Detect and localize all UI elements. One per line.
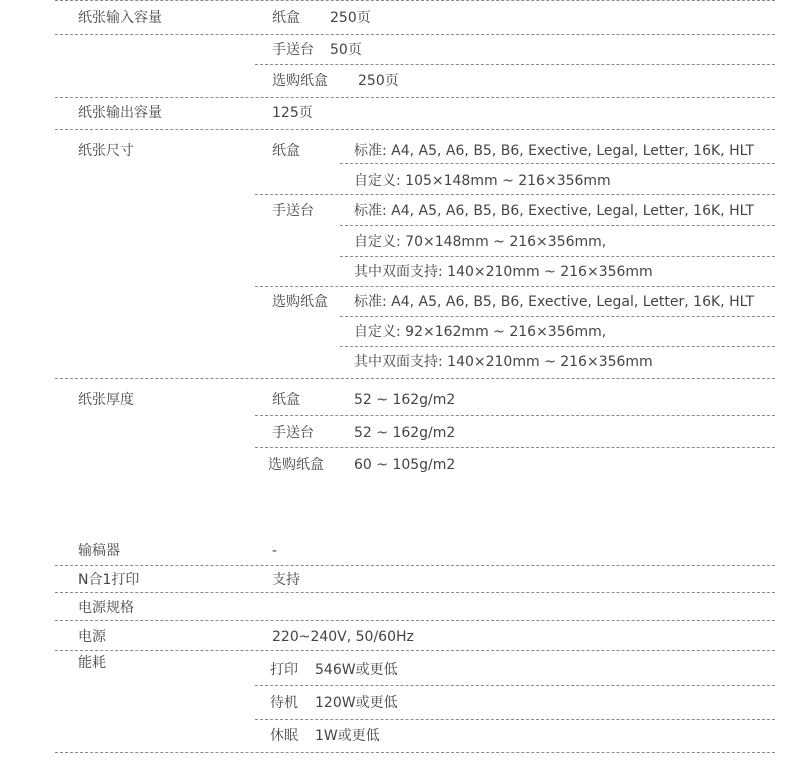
power-supply-label: 电源 [78, 629, 106, 645]
n-up-value: 支持 [272, 572, 300, 588]
paper-input-value: 250页 [330, 10, 371, 26]
paper-size-line: 标准: A4, A5, A6, B5, B6, Exective, Legal, Letter, 16K, HLT [354, 143, 755, 159]
divider [255, 719, 775, 720]
paper-thickness-source: 纸盒 [272, 392, 300, 408]
power-supply-value: 220~240V, 50/60Hz [272, 629, 414, 645]
divider [55, 620, 775, 621]
paper-output-label: 纸张输出容量 [78, 105, 162, 121]
divider [255, 194, 775, 195]
n-up-label: N合1打印 [78, 572, 140, 588]
paper-thickness-label: 纸张厚度 [78, 392, 134, 408]
paper-size-source: 纸盒 [272, 143, 300, 159]
divider [55, 650, 775, 651]
power-mode: 待机 [270, 695, 298, 711]
paper-size-source: 手送台 [272, 203, 314, 219]
paper-size-line: 自定义: 70×148mm ~ 216×356mm, [354, 234, 607, 250]
divider [55, 752, 775, 753]
document-feeder-value: - [272, 543, 278, 559]
divider [55, 592, 775, 593]
divider [340, 256, 775, 257]
document-feeder-label: 输稿器 [78, 543, 120, 559]
paper-size-source: 选购纸盒 [272, 294, 328, 310]
paper-input-source: 手送台 [272, 42, 314, 58]
paper-input-label: 纸张输入容量 [78, 10, 162, 26]
paper-input-source: 纸盒 [272, 10, 300, 26]
divider [55, 378, 775, 379]
paper-size-label: 纸张尺寸 [78, 143, 134, 159]
paper-thickness-value: 52 ~ 162g/m2 [354, 392, 456, 408]
power-value: 546W或更低 [315, 662, 398, 678]
power-value: 120W或更低 [315, 695, 398, 711]
power-spec-label: 电源规格 [78, 600, 134, 616]
paper-input-value: 50页 [330, 42, 362, 58]
divider [55, 565, 775, 566]
divider [55, 129, 775, 130]
divider [55, 34, 775, 35]
power-mode: 休眠 [270, 728, 298, 744]
paper-output-value: 125页 [272, 105, 313, 121]
power-consumption-label: 能耗 [78, 655, 106, 671]
divider [255, 415, 775, 416]
paper-input-value: 250页 [358, 73, 399, 89]
paper-thickness-source: 手送台 [272, 425, 314, 441]
paper-input-source: 选购纸盒 [272, 73, 328, 89]
divider [340, 346, 775, 347]
divider [255, 447, 775, 448]
power-value: 1W或更低 [315, 728, 380, 744]
divider [255, 685, 775, 686]
divider [255, 286, 775, 287]
paper-thickness-value: 60 ~ 105g/m2 [354, 457, 456, 473]
divider [340, 163, 775, 164]
divider [340, 316, 775, 317]
paper-thickness-value: 52 ~ 162g/m2 [354, 425, 456, 441]
paper-thickness-source: 选购纸盒 [268, 457, 324, 473]
divider [340, 225, 775, 226]
paper-size-line: 自定义: 92×162mm ~ 216×356mm, [354, 324, 607, 340]
paper-size-line: 自定义: 105×148mm ~ 216×356mm [354, 173, 611, 189]
paper-size-line: 其中双面支持: 140×210mm ~ 216×356mm [354, 354, 653, 370]
paper-size-line: 其中双面支持: 140×210mm ~ 216×356mm [354, 264, 653, 280]
paper-size-line: 标准: A4, A5, A6, B5, B6, Exective, Legal, Letter, 16K, HLT [354, 203, 755, 219]
divider [55, 0, 775, 1]
divider [55, 97, 775, 98]
paper-size-line: 标准: A4, A5, A6, B5, B6, Exective, Legal, Letter, 16K, HLT [354, 294, 755, 310]
power-mode: 打印 [270, 662, 298, 678]
divider [255, 64, 775, 65]
